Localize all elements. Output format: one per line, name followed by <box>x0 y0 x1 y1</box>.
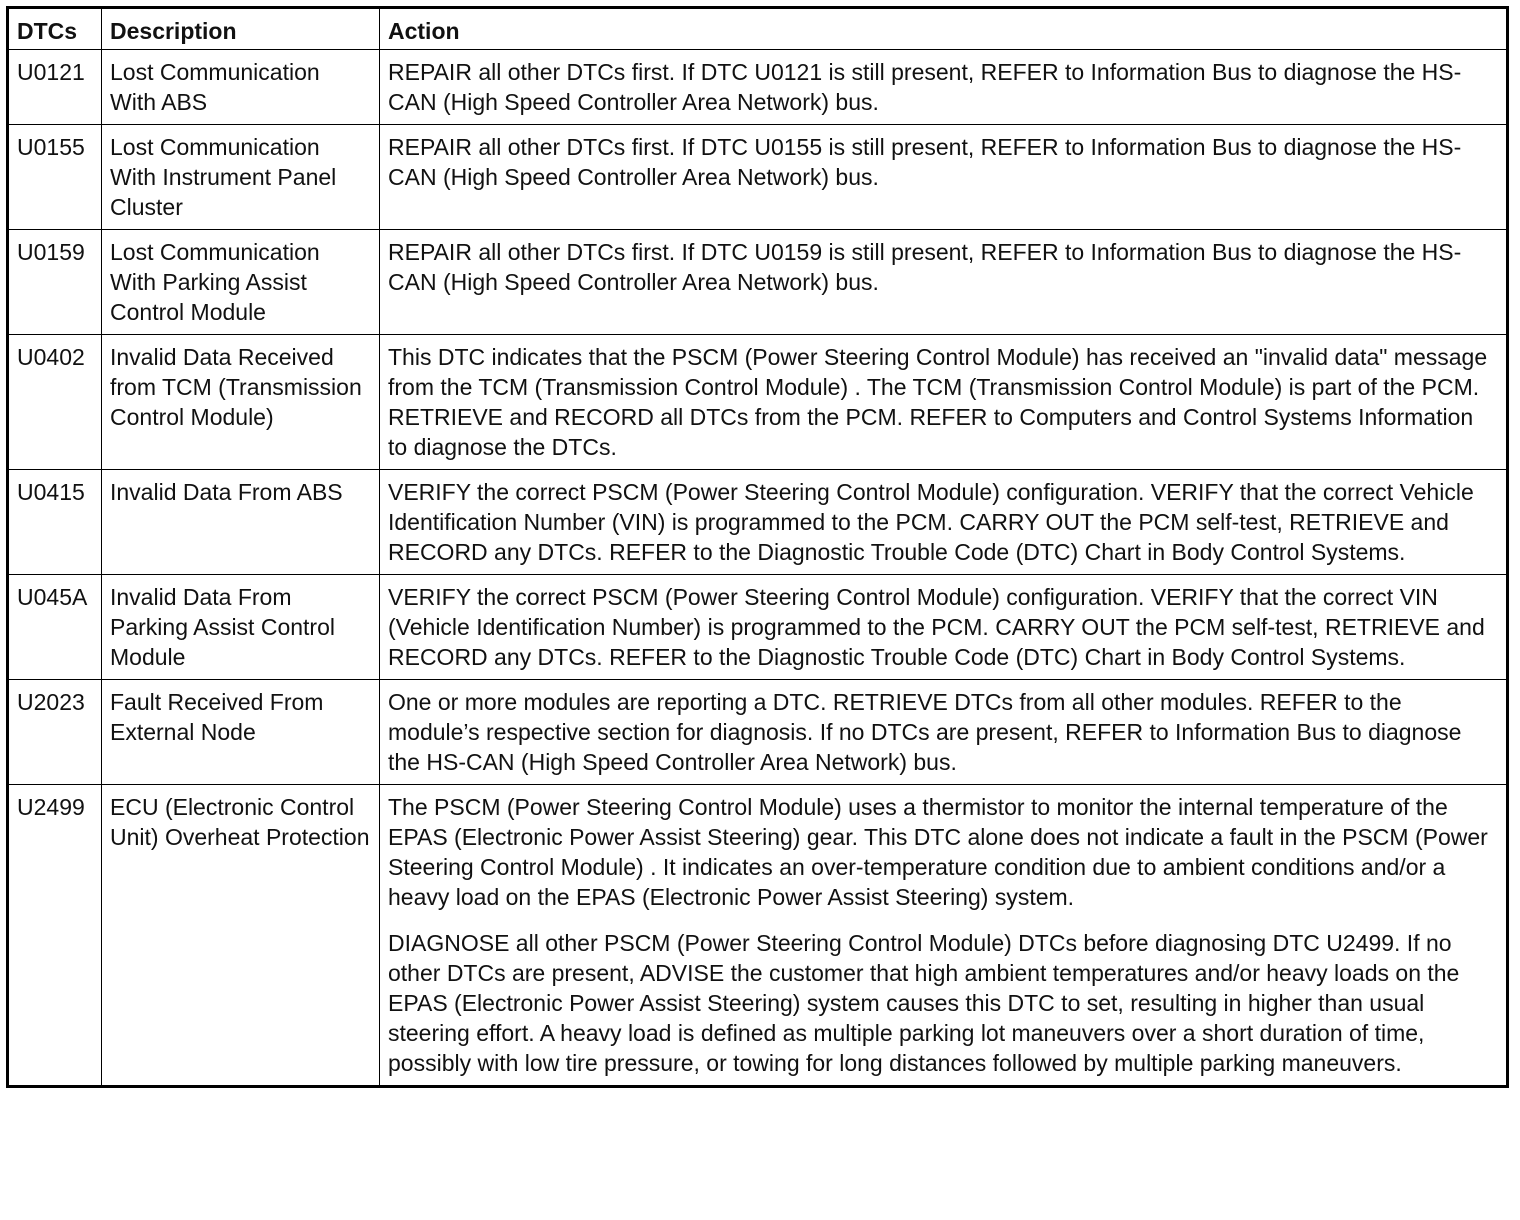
header-dtcs: DTCs <box>8 8 102 50</box>
dtc-code: U0155 <box>8 125 102 230</box>
dtc-description: Lost Communication With Instrument Panel Cluster <box>102 125 380 230</box>
dtc-code: U045A <box>8 575 102 680</box>
table-row <box>8 125 1508 230</box>
dtc-action <box>380 470 1508 575</box>
header-row <box>8 8 1508 50</box>
table-row <box>8 230 1508 335</box>
table-row <box>8 50 1508 125</box>
table-row <box>8 335 1508 470</box>
dtc-action <box>380 125 1508 230</box>
action-paragraph: REPAIR all other DTCs first. If DTC U0159 is still present, REFER to Information Bus to diagnose the HS-CAN (High Speed Controller Area Network) bus. <box>388 239 1462 295</box>
action-paragraph: DIAGNOSE all other PSCM (Power Steering Control Module) DTCs before diagnosing DTC U2499. If no other DTCs are present, ADVISE the customer that high ambient temperatures and/or heavy loads on the EPAS (Electronic Power Assist Steering) system causes this DTC to set, resulting in higher than usual steering effort. A heavy load is defined as multiple parking lot maneuvers over a short duration of time, possibly with low tire pressure, or towing for long distances followed by multiple parking maneuvers. <box>388 930 1460 1076</box>
dtc-action <box>380 680 1508 785</box>
dtc-table <box>6 6 1509 1088</box>
action-paragraph: This DTC indicates that the PSCM (Power Steering Control Module) has received an "invalid data" message from the TCM (Transmission Control Module) . The TCM (Transmission Control Module) is part of the PCM. RETRIEVE and RECORD all DTCs from the PCM. REFER to Computers and Control Systems Information to diagnose the DTCs. <box>388 344 1488 460</box>
dtc-description: Lost Communication With ABS <box>102 50 380 125</box>
action-paragraph: The PSCM (Power Steering Control Module) uses a thermistor to monitor the internal temperature of the EPAS (Electronic Power Assist Steering) gear. This DTC alone does not indicate a fault in the PSCM (Power Steering Control Module) . It indicates an over-temperature condition due to ambient conditions and/or a heavy load on the EPAS (Electronic Power Assist Steering) system. <box>388 794 1488 910</box>
dtc-code: U0159 <box>8 230 102 335</box>
dtc-code: U0402 <box>8 335 102 470</box>
dtc-action <box>380 575 1508 680</box>
action-paragraph: VERIFY the correct PSCM (Power Steering Control Module) configuration. VERIFY that the correct VIN (Vehicle Identification Number) is programmed to the PCM. CARRY OUT the PCM self-test, RETRIEVE and RECORD any DTCs. REFER to the Diagnostic Trouble Code (DTC) Chart in Body Control Systems. <box>388 584 1485 670</box>
action-paragraph: One or more modules are reporting a DTC. RETRIEVE DTCs from all other modules. REFER to the module’s respective section for diagnosis. If no DTCs are present, REFER to Information Bus to diagnose the HS-CAN (High Speed Controller Area Network) bus. <box>388 689 1462 775</box>
dtc-code: U2023 <box>8 680 102 785</box>
header-action: Action <box>380 8 1508 50</box>
dtc-action <box>380 230 1508 335</box>
table-row <box>8 785 1508 1087</box>
dtc-description: Invalid Data From Parking Assist Control Module <box>102 575 380 680</box>
dtc-code: U0415 <box>8 470 102 575</box>
dtc-code: U0121 <box>8 50 102 125</box>
dtc-code: U2499 <box>8 785 102 1087</box>
dtc-table-container <box>6 6 1506 1088</box>
header-description: Description <box>102 8 380 50</box>
dtc-description: Lost Communication With Parking Assist Control Module <box>102 230 380 335</box>
action-paragraph: VERIFY the correct PSCM (Power Steering Control Module) configuration. VERIFY that the correct Vehicle Identification Number (VIN) is programmed to the PCM. CARRY OUT the PCM self-test, RETRIEVE and RECORD any DTCs. REFER to the Diagnostic Trouble Code (DTC) Chart in Body Control Systems. <box>388 479 1474 565</box>
table-row <box>8 680 1508 785</box>
dtc-description: ECU (Electronic Control Unit) Overheat Protection <box>102 785 380 1087</box>
action-paragraph: REPAIR all other DTCs first. If DTC U0155 is still present, REFER to Information Bus to diagnose the HS-CAN (High Speed Controller Area Network) bus. <box>388 134 1462 190</box>
dtc-action <box>380 335 1508 470</box>
dtc-description: Invalid Data Received from TCM (Transmission Control Module) <box>102 335 380 470</box>
dtc-description: Fault Received From External Node <box>102 680 380 785</box>
dtc-description: Invalid Data From ABS <box>102 470 380 575</box>
table-row <box>8 470 1508 575</box>
dtc-action <box>380 50 1508 125</box>
table-row <box>8 575 1508 680</box>
dtc-action <box>380 785 1508 1087</box>
action-paragraph: REPAIR all other DTCs first. If DTC U0121 is still present, REFER to Information Bus to diagnose the HS-CAN (High Speed Controller Area Network) bus. <box>388 59 1462 115</box>
